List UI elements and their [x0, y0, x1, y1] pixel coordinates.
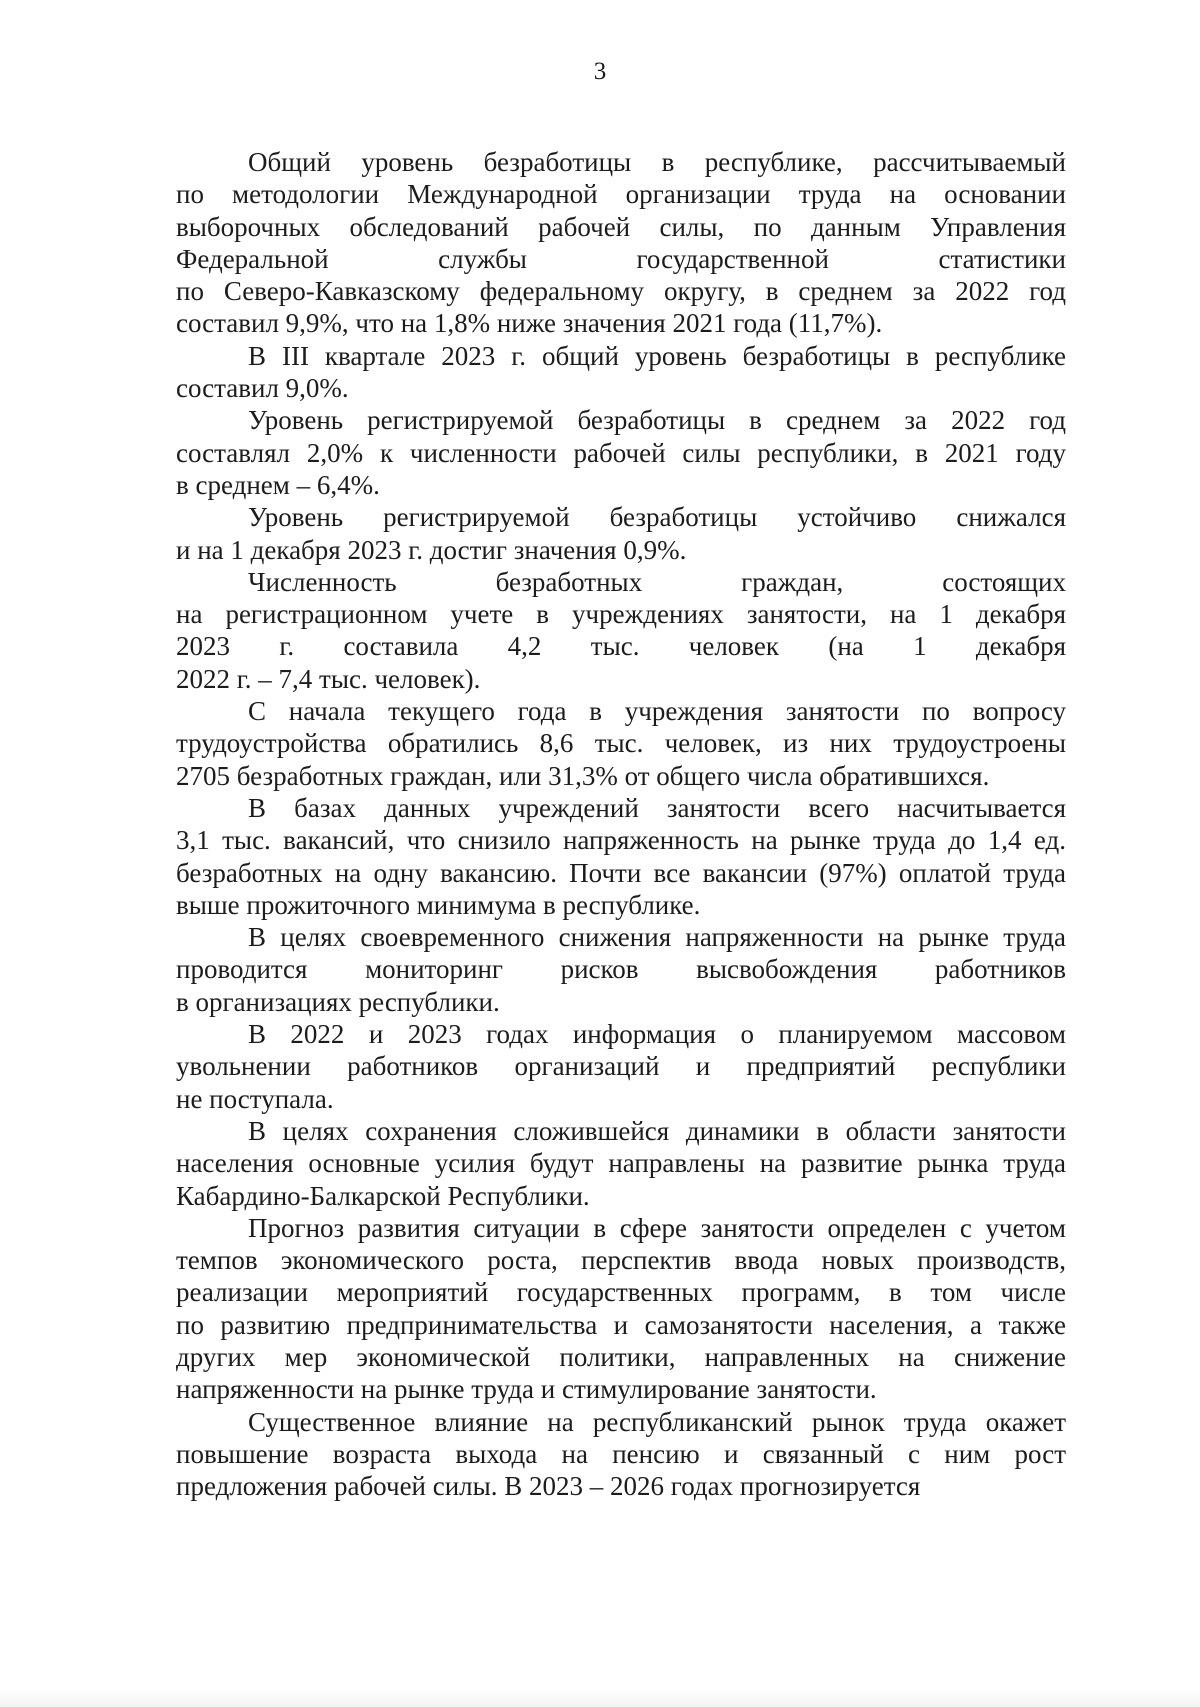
paragraph	[176, 921, 1066, 1018]
text-line: составил 9,9%, что на 1,8% ниже значения 2021 года (11,7%).	[176, 308, 883, 339]
text-line: В базах данных учреждений занятости всего насчитывается	[248, 792, 1066, 823]
text-line: Прогноз развития ситуации в сфере занятости определен с учетом	[248, 1212, 1066, 1243]
text-line: составлял 2,0% к численности рабочей силы республики, в 2021 году	[176, 437, 1066, 468]
paragraph	[176, 1212, 1066, 1406]
text-line: повышение возраста выхода на пенсию и связанный с ним рост	[176, 1438, 1066, 1469]
text-line: 2022 г. – 7,4 тыс. человек).	[176, 663, 481, 694]
text-line: С начала текущего года в учреждения занятости по вопросу	[248, 696, 1066, 727]
text-line: Уровень регистрируемой безработицы в среднем за 2022 год	[248, 405, 1066, 436]
text-line: других мер экономической политики, направленных на снижение	[176, 1341, 1066, 1372]
text-line: населения основные усилия будут направлены на развитие рынка труда	[176, 1148, 1066, 1179]
text-line: трудоустройства обратились 8,6 тыс. человек, из них трудоустроены	[176, 728, 1066, 759]
paragraph	[176, 340, 1066, 405]
text-line: Общий уровень безработицы в республике, рассчитываемый	[248, 147, 1066, 177]
text-line: Численность безработных граждан, состоящих	[248, 566, 1066, 597]
text-line: на регистрационном учете в учреждениях занятости, на 1 декабря	[176, 599, 1066, 630]
text-line: В III квартале 2023 г. общий уровень безработицы в республике	[248, 340, 1066, 371]
text-line: не поступала.	[176, 1083, 334, 1114]
text-line: 2705 безработных граждан, или 31,3% от общего числа обратившихся.	[176, 760, 990, 791]
text-line: В целях своевременного снижения напряженности на рынке труда	[248, 922, 1066, 953]
text-line: напряженности на рынке труда и стимулирование занятости.	[176, 1374, 877, 1405]
text-line: Уровень регистрируемой безработицы устойчиво снижался	[248, 502, 1066, 533]
text-line: увольнении работников организаций и предприятий республики	[176, 1051, 1066, 1082]
paragraph	[176, 146, 1066, 340]
text-line: В 2022 и 2023 годах информация о планируемом массовом	[248, 1019, 1066, 1050]
scan-edge	[0, 1689, 1200, 1707]
text-line: безработных на одну вакансию. Почти все вакансии (97%) оплатой труда	[176, 857, 1066, 888]
text-line: Федеральной службы государственной статистики	[176, 243, 1066, 274]
text-line: 2023 г. составила 4,2 тыс. человек (на 1 декабря	[176, 631, 1066, 662]
paragraph	[176, 1115, 1066, 1212]
paragraph	[176, 792, 1066, 921]
text-line: Существенное влияние на республиканский рынок труда окажет	[248, 1406, 1066, 1437]
text-line: в организациях республики.	[176, 986, 500, 1017]
text-line: реализации мероприятий государственных программ, в том числе	[176, 1277, 1066, 1308]
text-line: темпов экономического роста, перспектив ввода новых производств,	[176, 1245, 1066, 1276]
text-line: выборочных обследований рабочей силы, по данным Управления	[176, 211, 1066, 242]
paragraph	[176, 404, 1066, 501]
paragraph	[176, 501, 1066, 566]
text-line: составил 9,0%.	[176, 373, 349, 404]
text-line: и на 1 декабря 2023 г. достиг значения 0,9%.	[176, 534, 687, 565]
text-line: в среднем – 6,4%.	[176, 469, 380, 500]
text-line: проводится мониторинг рисков высвобождения работников	[176, 954, 1066, 985]
text-line: В целях сохранения сложившейся динамики в области занятости	[248, 1115, 1066, 1146]
paragraph	[176, 695, 1066, 792]
paragraph	[176, 566, 1066, 695]
text-line: предложения рабочей силы. В 2023 – 2026 годах прогнозируется	[176, 1471, 921, 1502]
text-line: выше прожиточного минимума в республике.	[176, 889, 701, 920]
page-number: 3	[593, 58, 607, 85]
text-line: по методологии Международной организации труда на основании	[176, 179, 1066, 210]
text-line: по развитию предпринимательства и самозанятости населения, а также	[176, 1309, 1066, 1340]
paragraph	[176, 1406, 1066, 1503]
text-line: Кабардино-Балкарской Республики.	[176, 1180, 590, 1211]
document-body	[176, 146, 1066, 1502]
paragraph	[176, 1018, 1066, 1115]
text-line: 3,1 тыс. вакансий, что снизило напряженность на рынке труда до 1,4 ед.	[176, 825, 1066, 856]
text-line: по Северо-Кавказскому федеральному округу, в среднем за 2022 год	[176, 276, 1066, 307]
